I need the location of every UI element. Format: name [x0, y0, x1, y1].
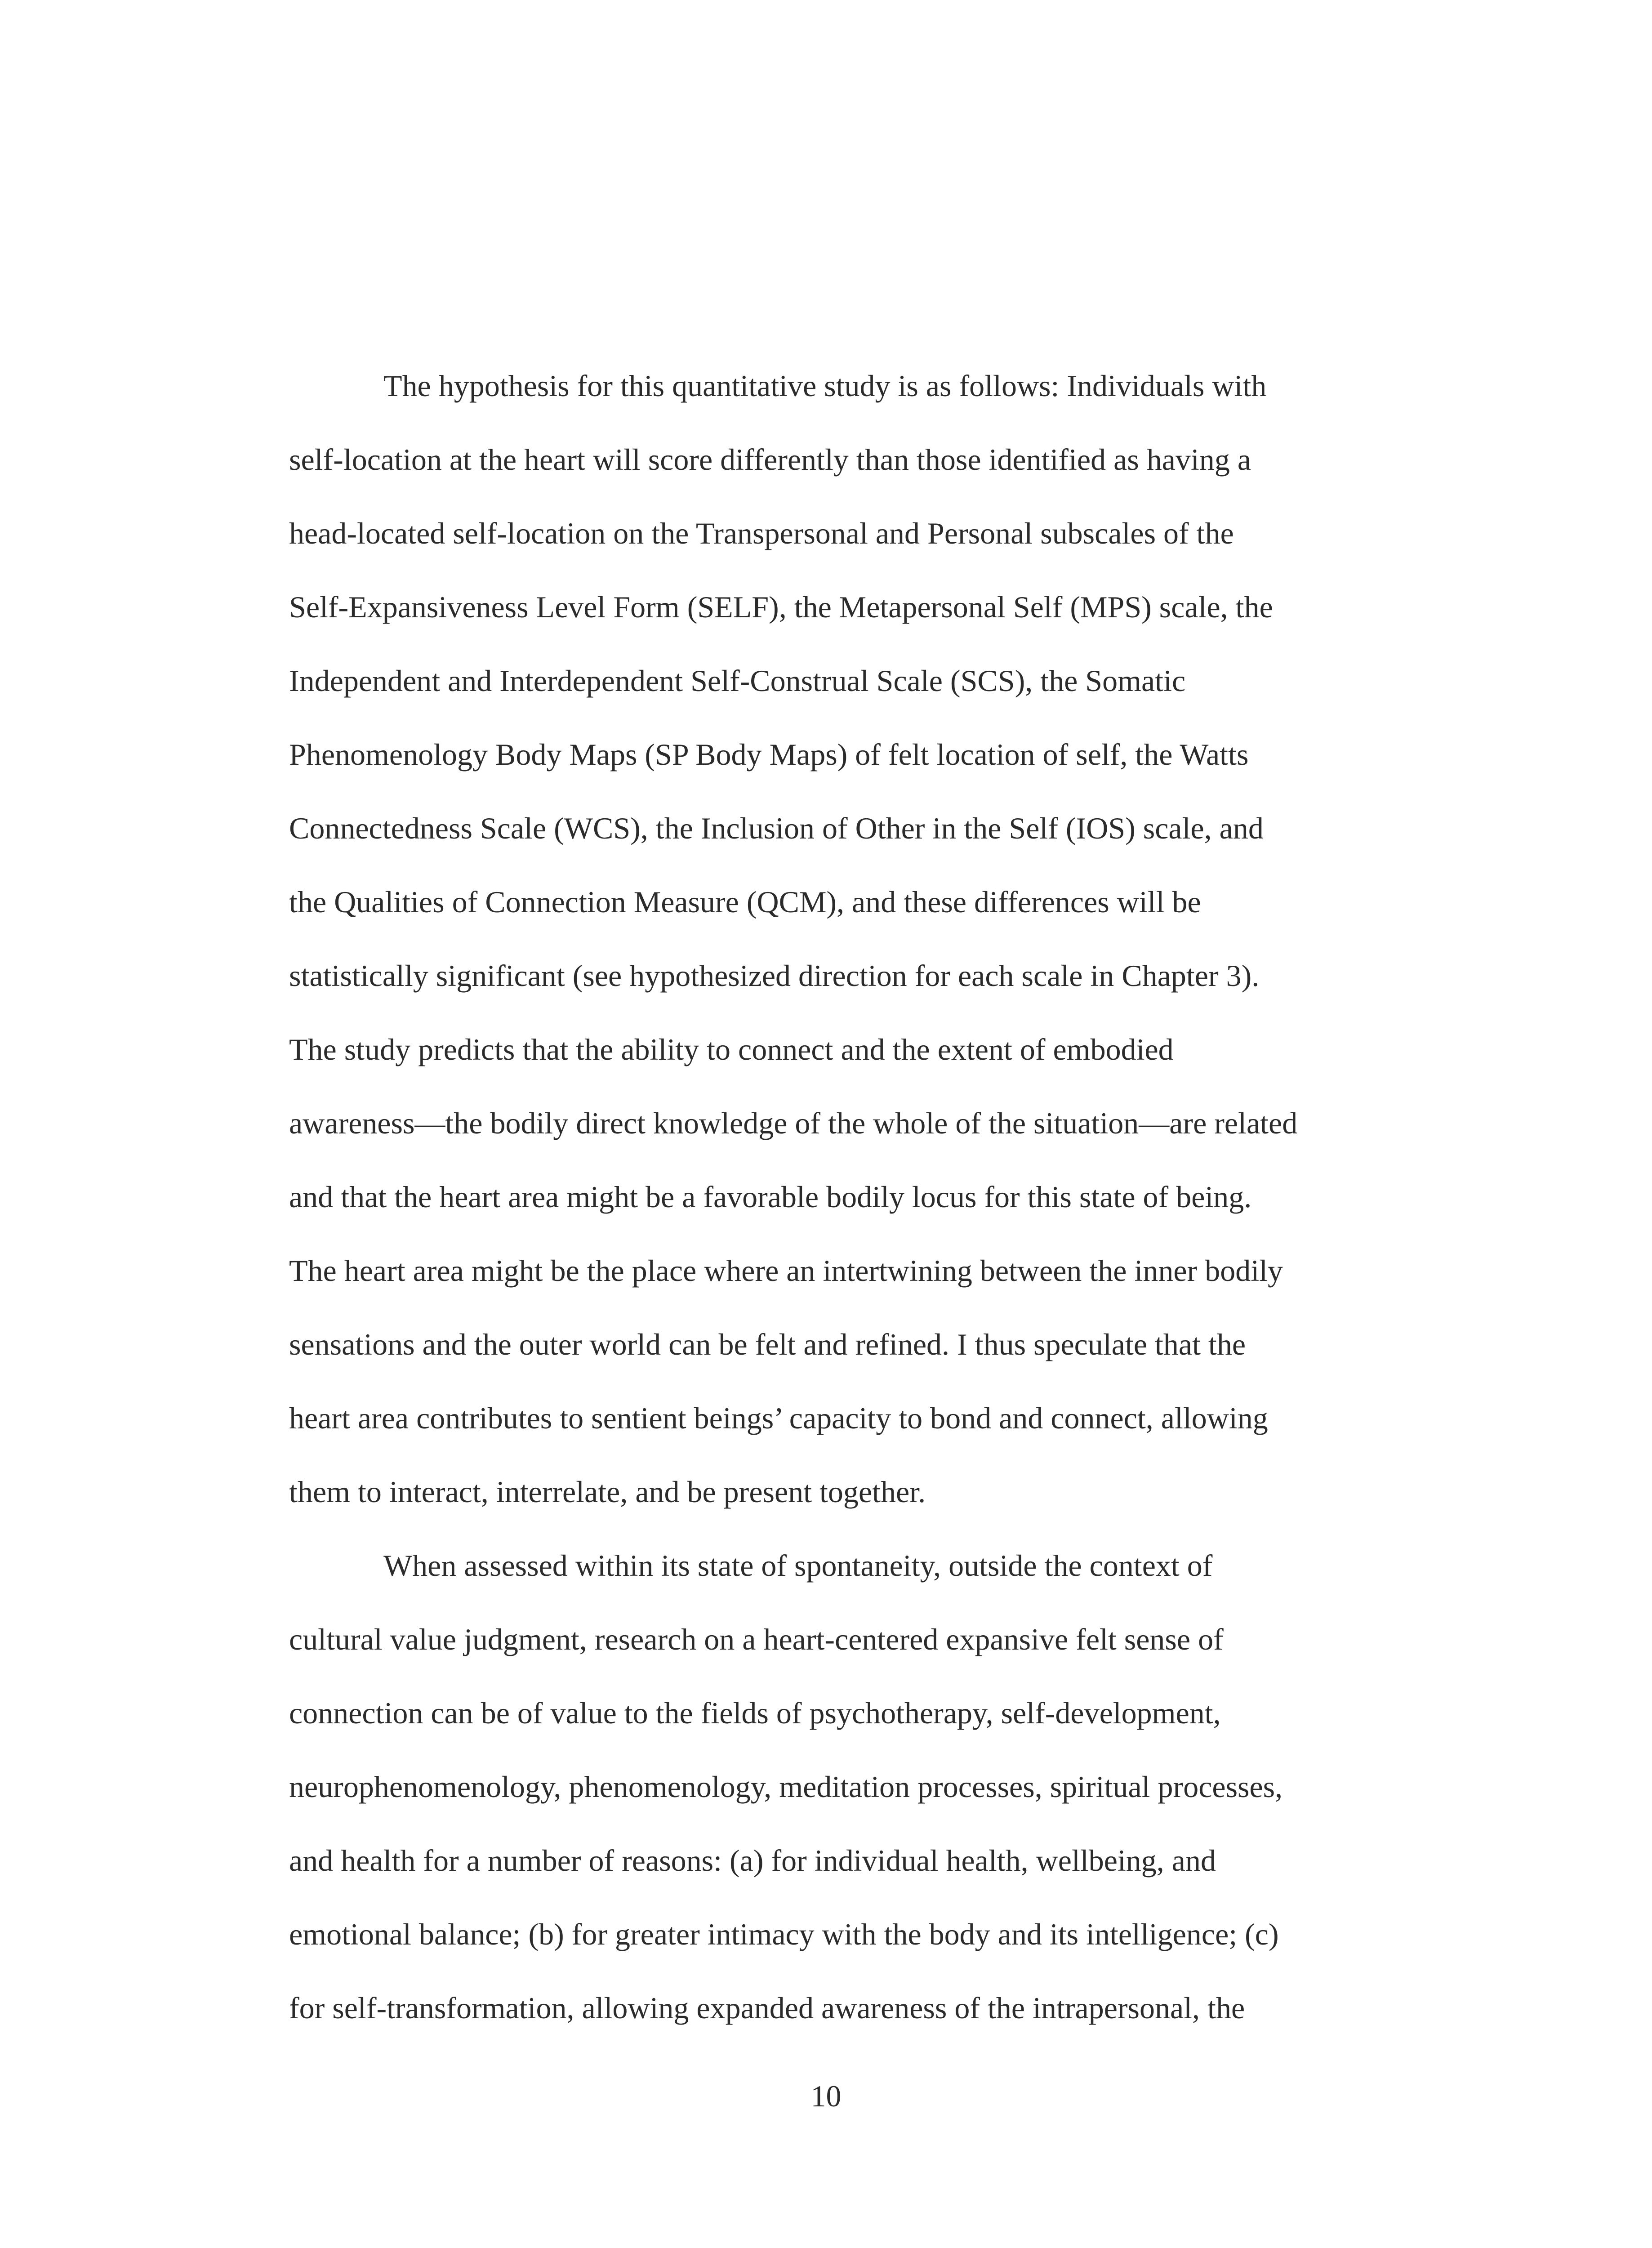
paragraph-line: The study predicts that the ability to connect and the extent of embodied: [289, 1032, 1174, 1066]
paragraph-line: statistically significant (see hypothesized direction for each scale in Chapter 3).: [289, 959, 1260, 993]
paragraph-line: them to interact, interrelate, and be present together.: [289, 1475, 926, 1509]
paragraph-1: [289, 363, 1359, 1543]
paragraph-line: connection can be of value to the fields of psychotherapy, self-development,: [289, 1696, 1221, 1730]
body-text: [289, 363, 1359, 2059]
paragraph-line: heart area contributes to sentient beings’ capacity to bond and connect, allowing: [289, 1401, 1268, 1435]
paragraph-line: self-location at the heart will score differently than those identified as having a: [289, 442, 1251, 477]
paragraph-line: and health for a number of reasons: (a) for individual health, wellbeing, and: [289, 1843, 1216, 1878]
paragraph-line: the Qualities of Connection Measure (QCM), and these differences will be: [289, 885, 1201, 919]
page-number: 10: [810, 2079, 842, 2113]
paragraph-line: Self-Expansiveness Level Form (SELF), the Metapersonal Self (MPS) scale, the: [289, 590, 1273, 624]
paragraph-line: neurophenomenology, phenomenology, meditation processes, spiritual processes,: [289, 1770, 1283, 1804]
paragraph-line: Phenomenology Body Maps (SP Body Maps) of felt location of self, the Watts: [289, 737, 1249, 772]
paragraph-line: When assessed within its state of spontaneity, outside the context of: [383, 1548, 1213, 1583]
paragraph-line: sensations and the outer world can be felt and refined. I thus speculate that the: [289, 1327, 1246, 1361]
paragraph-line: The hypothesis for this quantitative study is as follows: Individuals with: [383, 369, 1267, 403]
paragraph-line: emotional balance; (b) for greater intimacy with the body and its intelligence; (c): [289, 1917, 1279, 1951]
paragraph-line: Independent and Interdependent Self-Construal Scale (SCS), the Somatic: [289, 664, 1186, 698]
paragraph-line: awareness—the bodily direct knowledge of the whole of the situation—are related: [289, 1106, 1298, 1140]
paragraph-line: cultural value judgment, research on a heart-centered expansive felt sense of: [289, 1622, 1224, 1656]
paragraph-line: Connectedness Scale (WCS), the Inclusion of Other in the Self (IOS) scale, and: [289, 811, 1264, 845]
paragraph-2: [289, 1543, 1359, 2059]
paragraph-line: and that the heart area might be a favorable bodily locus for this state of being.: [289, 1180, 1252, 1214]
paragraph-line: head-located self-location on the Transpersonal and Personal subscales of the: [289, 516, 1234, 550]
paragraph-line: for self-transformation, allowing expanded awareness of the intrapersonal, the: [289, 1991, 1245, 2025]
paragraph-line: The heart area might be the place where an intertwining between the inner bodily: [289, 1253, 1283, 1288]
